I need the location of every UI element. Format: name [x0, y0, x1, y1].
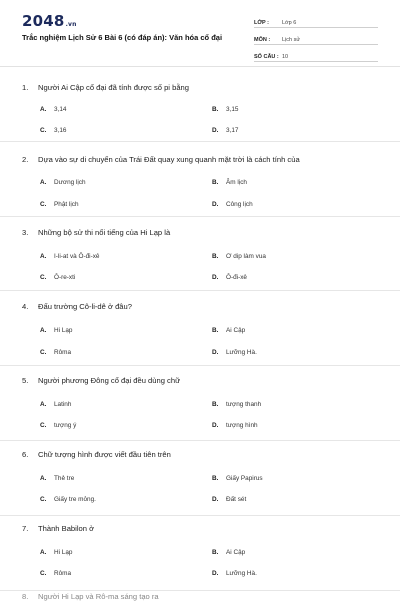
- logo-suffix: .vn: [65, 21, 77, 28]
- question-text: [22, 524, 94, 533]
- option-d[interactable]: [212, 127, 238, 134]
- option-letter: C.: [40, 274, 47, 281]
- question-label: Người Hi Lạp và Rô-ma sáng tạo ra: [38, 592, 159, 601]
- meta-value: Lớp 6: [282, 20, 297, 26]
- question-number: 5.: [22, 376, 29, 385]
- option-c[interactable]: [40, 349, 71, 356]
- meta-info: [254, 14, 378, 65]
- option-text: Giấy Papirus: [226, 475, 263, 482]
- option-text: Ô-re-xti: [54, 274, 76, 281]
- question-label: Thành Babilon ở: [38, 524, 95, 533]
- option-letter: A.: [40, 401, 47, 408]
- option-text: Lưỡng Hà.: [226, 570, 257, 577]
- question-item: [0, 365, 400, 441]
- question-text: [22, 450, 171, 459]
- option-a[interactable]: [40, 327, 72, 334]
- question-number: 8.: [22, 592, 29, 601]
- option-text: Ai Cập: [226, 327, 246, 334]
- option-text: tượng hình: [226, 422, 258, 429]
- option-letter: D.: [212, 127, 219, 134]
- question-number: 4.: [22, 302, 29, 311]
- option-text: tượng ý: [54, 422, 77, 429]
- option-text: Rôma: [54, 349, 72, 356]
- option-text: Công lịch: [226, 201, 253, 208]
- option-text: Ai Cập: [226, 549, 246, 556]
- question-label: Những bộ sử thi nổi tiếng của Hi Lạp là: [38, 228, 171, 237]
- option-letter: B.: [212, 475, 219, 482]
- option-letter: D.: [212, 349, 219, 356]
- question-label: Người phương Đông cổ đại đều dùng chữ: [38, 376, 181, 385]
- question-label: Người Ai Cập cổ đại đã tính được số pi bằng: [38, 83, 189, 92]
- option-letter: B.: [212, 401, 219, 408]
- option-text: 3,15: [226, 106, 239, 113]
- option-d[interactable]: [212, 201, 253, 208]
- option-letter: B.: [212, 179, 219, 186]
- option-letter: A.: [40, 475, 47, 482]
- option-text: Rôma: [54, 570, 72, 577]
- option-b[interactable]: [212, 106, 238, 113]
- option-letter: C.: [40, 201, 47, 208]
- option-a[interactable]: [40, 253, 99, 260]
- question-text: [22, 83, 189, 92]
- question-number: 3.: [22, 228, 29, 237]
- question-number: 2.: [22, 155, 29, 164]
- option-c[interactable]: [40, 274, 75, 281]
- option-letter: A.: [40, 179, 47, 186]
- meta-row-subject: [254, 31, 378, 45]
- option-letter: A.: [40, 549, 47, 556]
- option-b[interactable]: [212, 475, 263, 482]
- option-a[interactable]: [40, 106, 66, 113]
- option-letter: D.: [212, 274, 219, 281]
- question-label: Đấu trường Cô-li-dê ở đâu?: [38, 302, 132, 311]
- option-a[interactable]: [40, 475, 74, 482]
- option-text: Âm lịch: [226, 179, 247, 186]
- option-text: Đất sét: [226, 496, 247, 503]
- page-title: Trắc nghiệm Lịch Sử 6 Bài 6 (có đáp án): Văn hóa cổ đại: [22, 33, 223, 42]
- option-letter: C.: [40, 570, 47, 577]
- option-text: Giấy tre mỏng.: [54, 496, 96, 503]
- option-d[interactable]: [212, 496, 246, 503]
- question-number: 1.: [22, 83, 29, 92]
- option-text: 3,14: [54, 106, 67, 113]
- option-letter: D.: [212, 570, 219, 577]
- option-d[interactable]: [212, 422, 258, 429]
- option-b[interactable]: [212, 327, 245, 334]
- option-letter: D.: [212, 496, 219, 503]
- option-c[interactable]: [40, 127, 66, 134]
- meta-value: Lịch sử: [282, 37, 301, 43]
- option-d[interactable]: [212, 274, 247, 281]
- option-letter: A.: [40, 327, 47, 334]
- question-item: [0, 515, 400, 591]
- option-d[interactable]: [212, 570, 257, 577]
- option-text: Thẻ tre: [54, 475, 75, 482]
- option-letter: C.: [40, 127, 47, 134]
- option-letter: A.: [40, 253, 47, 260]
- option-letter: C.: [40, 349, 47, 356]
- option-letter: D.: [212, 201, 219, 208]
- meta-row-count: [254, 48, 378, 62]
- option-text: I-li-at và Ô-đi-xê: [54, 253, 100, 260]
- option-a[interactable]: [40, 401, 71, 408]
- question-text: [22, 228, 170, 237]
- question-item: [0, 590, 400, 600]
- meta-label: SỐ CÂU :: [254, 54, 279, 60]
- option-text: Phật lịch: [54, 201, 79, 208]
- meta-label: LỚP :: [254, 20, 269, 26]
- option-letter: B.: [212, 253, 219, 260]
- option-letter: B.: [212, 549, 219, 556]
- option-text: Hi Lạp: [54, 549, 73, 556]
- option-a[interactable]: [40, 179, 86, 186]
- option-b[interactable]: [212, 253, 266, 260]
- meta-label: MÔN :: [254, 37, 271, 43]
- question-text: [22, 376, 180, 385]
- option-b[interactable]: [212, 549, 245, 556]
- option-text: Latinh: [54, 401, 72, 408]
- question-label: Chữ tượng hình được viết đầu tiên trên: [38, 450, 171, 459]
- option-b[interactable]: [212, 179, 247, 186]
- question-item: [0, 440, 400, 516]
- option-text: tượng thanh: [226, 401, 262, 408]
- option-text: Ơ dip làm vua: [226, 253, 266, 260]
- option-c[interactable]: [40, 496, 96, 503]
- option-d[interactable]: [212, 349, 257, 356]
- meta-value: 10: [282, 54, 289, 60]
- question-label: Dựa vào sự di chuyển của Trái Đất quay xung quanh mặt trời là cách tính của: [38, 155, 300, 164]
- logo-main: 2048: [22, 12, 65, 30]
- question-item: [0, 216, 400, 291]
- option-c[interactable]: [40, 201, 79, 208]
- option-text: Ô-đi-xê: [226, 274, 247, 281]
- option-text: Lưỡng Hà.: [226, 349, 257, 356]
- meta-row-class: [254, 14, 378, 28]
- option-text: Dương lịch: [54, 179, 86, 186]
- option-a[interactable]: [40, 549, 72, 556]
- option-letter: A.: [40, 106, 47, 113]
- option-letter: C.: [40, 496, 47, 503]
- question-item: [0, 66, 400, 142]
- option-text: 3,16: [54, 127, 67, 134]
- question-number: 6.: [22, 450, 29, 459]
- option-c[interactable]: [40, 422, 76, 429]
- page-header: [0, 0, 400, 67]
- option-letter: B.: [212, 106, 219, 113]
- question-item: [0, 141, 400, 217]
- question-item: [0, 290, 400, 366]
- option-letter: D.: [212, 422, 219, 429]
- option-letter: C.: [40, 422, 47, 429]
- question-text: [22, 302, 132, 311]
- option-text: 3,17: [226, 127, 239, 134]
- option-c[interactable]: [40, 570, 71, 577]
- question-text: [22, 155, 300, 164]
- site-logo[interactable]: [22, 12, 77, 30]
- question-number: 7.: [22, 524, 29, 533]
- option-b[interactable]: [212, 401, 261, 408]
- option-text: Hi Lạp: [54, 327, 73, 334]
- option-letter: B.: [212, 327, 219, 334]
